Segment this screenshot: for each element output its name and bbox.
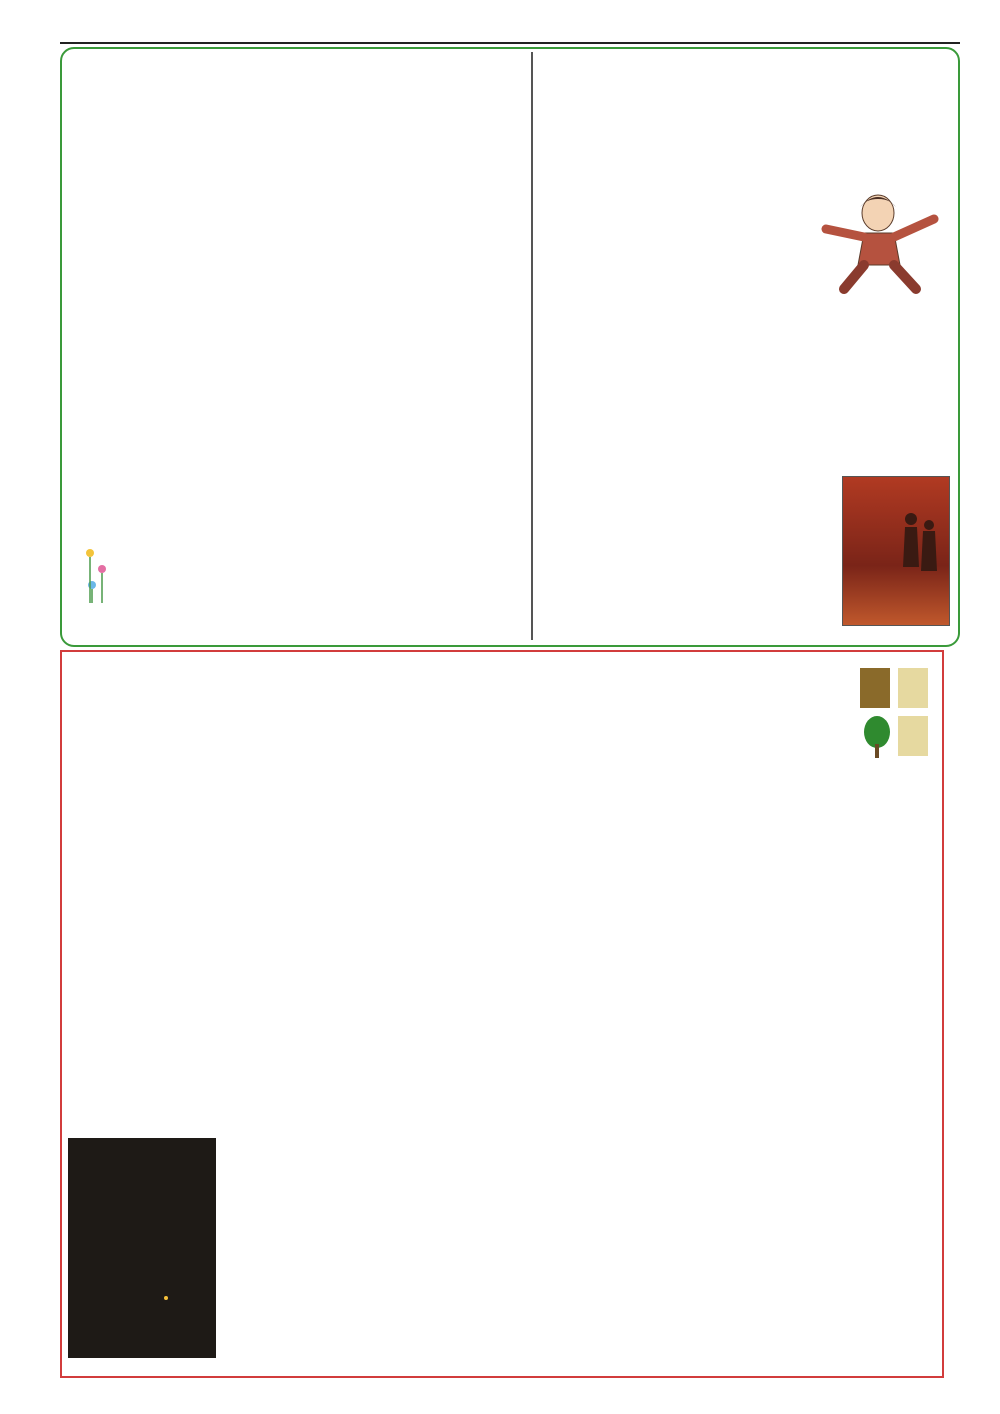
taichi-person-illustration <box>820 185 940 295</box>
tree-icon <box>860 716 894 758</box>
logo-char-hon <box>860 668 890 708</box>
logo-char-no <box>898 668 928 708</box>
book-forest-logo <box>860 668 932 808</box>
flowers-decoration <box>80 545 120 605</box>
cover-badge <box>164 1296 168 1300</box>
poster-figures <box>893 507 943 587</box>
column-divider <box>531 52 533 640</box>
event-info-box <box>60 47 960 647</box>
logo-char-mori <box>898 716 928 756</box>
book-cover <box>68 1138 216 1358</box>
movie-poster <box>842 476 950 626</box>
page-header <box>60 14 960 44</box>
